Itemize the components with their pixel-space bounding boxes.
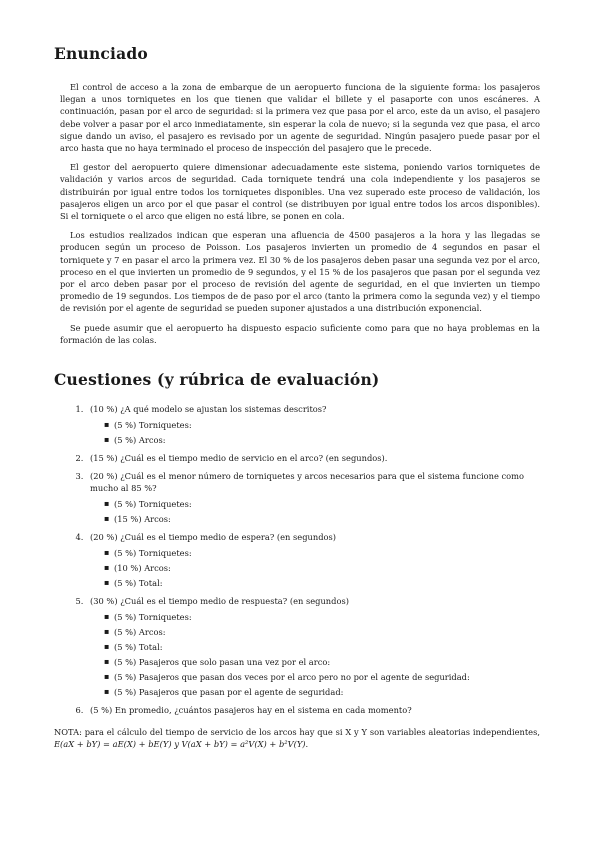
enunciado-paragraph-4: Se puede asumir que el aeropuerto ha dispuesto espacio suficiente como para que no haya problemas en la formación de las colas. bbox=[60, 322, 540, 345]
nota-block bbox=[54, 726, 540, 750]
sub-item: ▪ (5 %) Torniquetes: bbox=[104, 547, 540, 559]
question-text: (20 %) ¿Cuál es el menor número de torniquetes y arcos necesarios para que el sistema funcione como mucho al 85 %? bbox=[90, 471, 525, 494]
sub-item: ▪ (5 %) Total: bbox=[104, 577, 540, 589]
sub-item: ▪ (5 %) Pasajeros que pasan dos veces por el arco pero no por el agente de seguridad: bbox=[104, 671, 540, 683]
question-2 bbox=[86, 452, 540, 464]
sub-list bbox=[90, 419, 540, 446]
sub-list bbox=[90, 547, 540, 589]
enunciado-heading: Enunciado bbox=[54, 44, 148, 63]
questions-list bbox=[60, 403, 540, 716]
sub-item: ▪ (5 %) Pasajeros que solo pasan una vez por el arco: bbox=[104, 656, 540, 668]
sub-item: ▪ (5 %) Arcos: bbox=[104, 626, 540, 638]
question-5 bbox=[86, 595, 540, 698]
sub-item: ▪ (5 %) Total: bbox=[104, 641, 540, 653]
sub-item: ▪ (5 %) Pasajeros que pasan por el agente de seguridad: bbox=[104, 686, 540, 698]
sub-item: ▪ (5 %) Torniquetes: bbox=[104, 498, 540, 510]
question-text: (5 %) En promedio, ¿cuántos pasajeros hay en el sistema en cada momento? bbox=[90, 705, 412, 716]
question-text: (20 %) ¿Cuál es el tiempo medio de espera? (en segundos) bbox=[90, 532, 336, 543]
question-text: (15 %) ¿Cuál es el tiempo medio de servicio en el arco? (en segundos). bbox=[90, 453, 388, 464]
question-1 bbox=[86, 403, 540, 446]
question-4 bbox=[86, 531, 540, 589]
question-text: (10 %) ¿A qué modelo se ajustan los sistemas descritos? bbox=[90, 404, 327, 415]
enunciado-paragraph-3: Los estudios realizados indican que esperan una afluencia de 4500 pasajeros a la hora y las llegadas se producen según un proceso de Poisson. Los pasajeros invierten un promedio de 4 segundos en pasar el torniquete y 7 en pasar el arco la primera vez. El 30 % de los pasajeros deben pasar una segunda vez por el arco, proceso en el que invierten un promedio de 9 segundos, y el 15 % de los pasajeros que pasan por el segunda vez por el arco deben pasar por el proceso de revisión del agente de seguridad, en el que invierten un tiempo promedio de 19 segundos. Los tiempos de de paso por el arco (tanto la primera como la segunda vez) y el tiempo de revisión por el agente de seguridad se pueden suponer ajustados a una distribución exponencial. bbox=[60, 230, 540, 314]
sub-list bbox=[90, 498, 540, 525]
enunciado-paragraph-1: El control de acceso a la zona de embarque de un aeropuerto funciona de la siguiente forma: los pasajeros llegan a unos torniquetes en los que tienen que validar el billete y el pasaporte con unos escáneres. A continuación, pasan por el arco de seguridad: si la primera vez que pasa por el arco, este da un aviso, el pasajero debe volver a pasar por el arco inmediatamente, sin esperar la cola de nuevo; si la segunda vez que pasa, el arco sigue dando un aviso, el pasajero es revisado por un agente de seguridad. Ningún pasajero puede pasar por el arco hasta que no haya terminado el proceso de inspección del pasajero que le precede. bbox=[60, 82, 540, 154]
sub-item: ▪ (5 %) Arcos: bbox=[104, 434, 540, 446]
sub-item: ▪ (10 %) Arcos: bbox=[104, 562, 540, 574]
sub-item: ▪ (5 %) Torniquetes: bbox=[104, 611, 540, 623]
question-3 bbox=[86, 470, 540, 525]
cuestiones-heading: Cuestiones (y rúbrica de evaluación) bbox=[54, 370, 380, 390]
nota-formula: E(aX + bY) = aE(X) + bE(Y) y V(aX + bY) = a²V(X) + b²V(Y). bbox=[54, 739, 309, 750]
nota-text: NOTA: para el cálculo del tiempo de servicio de los arcos hay que si X y Y son variables aleatorias independientes, bbox=[54, 727, 540, 738]
question-6 bbox=[86, 704, 540, 716]
sub-item: ▪ (5 %) Torniquetes: bbox=[104, 419, 540, 431]
sub-list bbox=[90, 611, 540, 698]
question-text: (30 %) ¿Cuál es el tiempo medio de respuesta? (en segundos) bbox=[90, 596, 349, 607]
sub-item: ▪ (15 %) Arcos: bbox=[104, 513, 540, 525]
enunciado-paragraph-2: El gestor del aeropuerto quiere dimensionar adecuadamente este sistema, poniendo varios torniquetes de validación y varios arcos de seguridad. Cada torniquete tendrá una cola independiente y los pasajeros se distribuirán por igual entre todos los torniquetes disponibles. Una vez superado este proceso de validación, los pasajeros eligen un arco por el que pasar el control (se distribuyen por igual entre todos los arcos disponibles). Si el torniquete o el arco que eligen no está libre, se ponen en cola. bbox=[60, 162, 540, 222]
